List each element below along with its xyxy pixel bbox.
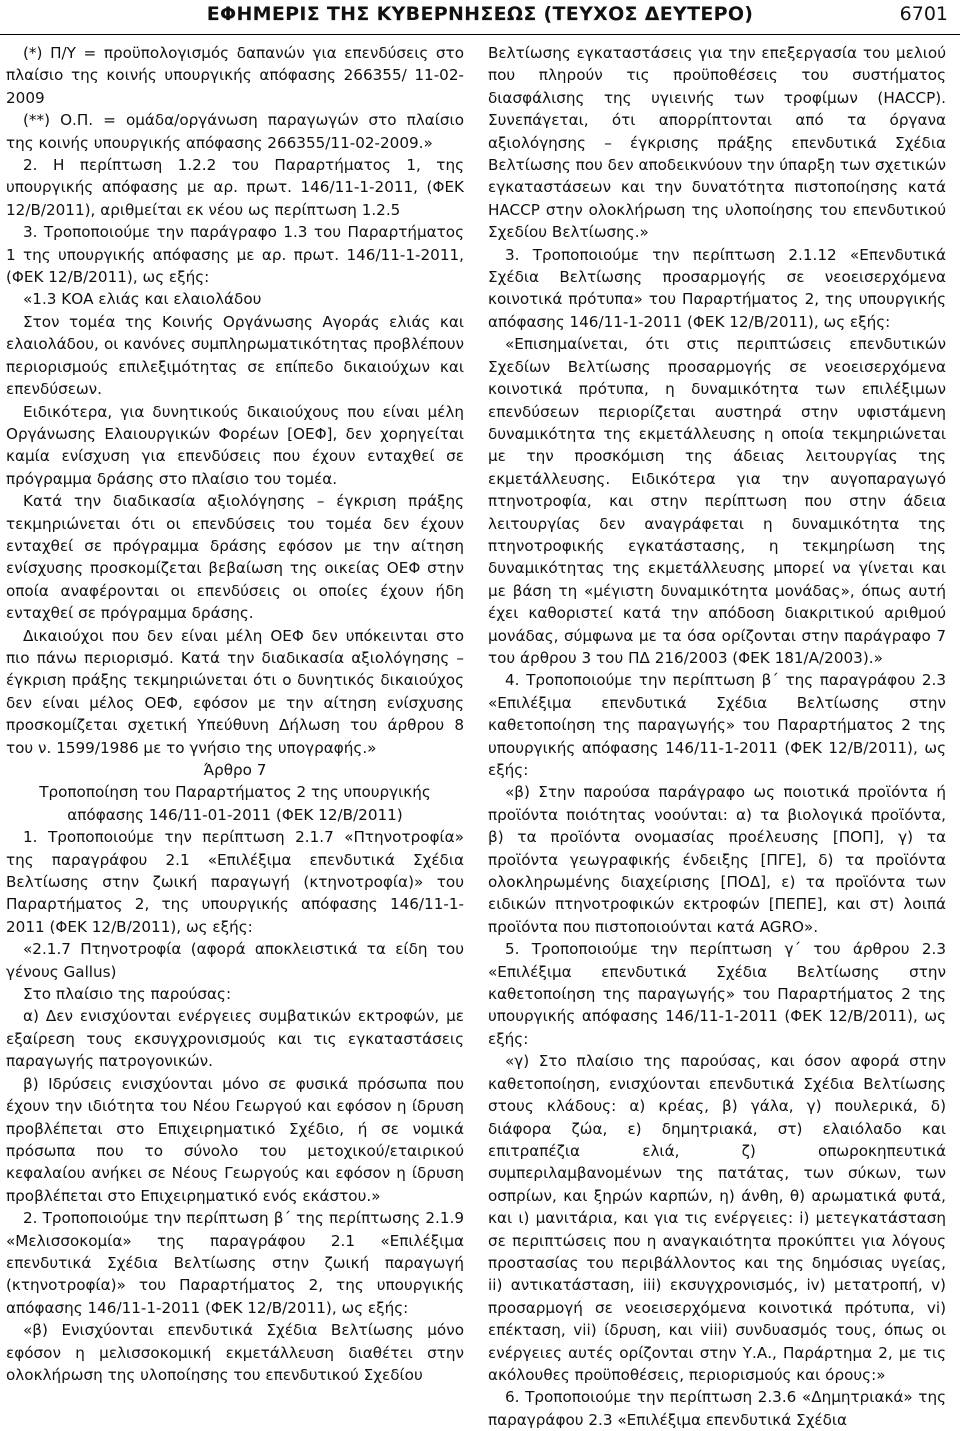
- paragraph: 2. Η περίπτωση 1.2.2 του Παραρτήματος 1, της υπουργικής απόφασης με αρ. πρωτ. 146/11-1-2011, (ΦΕΚ 12/Β/2011), αριθμείται εκ νέου ως περίπτωση 1.2.5: [6, 156, 464, 219]
- paragraph: 6. Τροποποιούμε την περίπτωση 2.3.6 «Δημητριακά» της παραγράφου 2.3 «Επιλέξιμα επενδυτικά Σχέδια: [488, 1388, 946, 1429]
- paragraph: «β) Στην παρούσα παράγραφο ως ποιοτικά προϊόντα ή προϊόντα ποιότητας νοούνται: α) τα βιολογικά προϊόντα, β) τα προϊόντα ονομασίας προέλευσης [ΠΟΠ], γ) τα προϊόντα γεωγραφικής ένδειξης [ΠΓΕ], δ) τα προϊόντα ολοκληρωμένης διαχείρισης [ΠΟΔ], ε) τα προϊόντα των ειδικών πτηνοτροφικών εκτροφών [ΠΕΠΕ], και στ) λοιπά προϊόντα που πιστοποιούνται κατά AGRO».: [488, 783, 946, 936]
- paragraph: (**) Ο.Π. = ομάδα/οργάνωση παραγωγών στο πλαίσιο της κοινής υπουργικής απόφασης 266355/11-02-2009.»: [6, 111, 464, 152]
- paragraph: 5. Τροποποιούμε την περίπτωση γ΄ του άρθρου 2.3 «Επιλέξιμα επενδυτικά Σχέδια Βελτίωσης στην καθετοποίηση της παραγωγής» του Παραρτήματος 2 της υπουργικής απόφασης 146/11-1-2011 (ΦΕΚ 12/Β/2011), ως εξής:: [488, 940, 946, 1048]
- paragraph: Βελτίωσης εγκαταστάσεις για την επεξεργασία του μελιού που πληρούν τις προϋποθέσεις του συστήματος διασφάλισης της υγιεινής των τροφίμων (HACCP). Συνεπάγεται, ότι απορρίπτονται από τα όργανα αξιολόγησης – έγκρισης πράξης επενδυτικά Σχέδια Βελτίωσης που δεν αποδεικνύουν την ύπαρξη των σχετικών εγκαταστάσεων και την δυνατότητα πιστοποίησης κατά HACCP στην ολοκλήρωση της υλοποίησης του επενδυτικού Σχεδίου Βελτίωσης.»: [488, 44, 946, 242]
- paragraph: β) Ιδρύσεις ενισχύονται μόνο σε φυσικά πρόσωπα που έχουν την ιδιότητα του Νέου Γεωργού και εφόσον η ίδρυση προβλέπεται στο Επιχειρηματικό Σχέδιο, ή σε νομικά πρόσωπα που το σύνολο του μετοχικού/εταιρικού κεφαλαίου ανήκει σε Νέους Γεωργούς και εφόσον η ίδρυση προβλέπεται στο Επιχειρηματικό ενός εκάστου.»: [6, 1074, 464, 1205]
- paragraph: «γ) Στο πλαίσιο της παρούσας, και όσον αφορά στην καθετοποίηση, ενισχύονται επενδυτικά Σχέδια Βελτίωσης στους κλάδους: α) κρέας, β) γάλα, γ) πουλερικά, δ) διάφορα ζώα, ε) δημητριακά, στ) ελαιόλαδο και επιτραπέζια ελιά, ζ) οπωροκηπευτικά συμπεριλαμβανομένων της πατάτας, των σύκων, των οσπρίων, και ξηρών καρπών, η) άνθη, θ) αρωματικά φυτά, και ι) μανιτάρια, και για τις ενέργειες: i) μετεγκατάσταση σε περιπτώσεις που η αναγκαιότητα προκύπτει για λόγους προστασίας του περιβάλλοντος και της δημόσιας υγείας, ii) αντικατάσταση, iii) εκσυγχρονισμός, iv) μετατροπή, v) προσαρμογή σε νεοεισερχόμενα κοινοτικά πρότυπα, vi) επέκταση, vii) ίδρυση, και viii) συνδυασμός τους, όπως οι ενέργειες αυτές ορίζονται στην Υ.Α., Παράρτημα 2, με τις ακόλουθες προϋποθέσεις, περιορισμούς και όρους:»: [488, 1052, 946, 1384]
- paragraph: «β) Ενισχύονται επενδυτικά Σχέδια Βελτίωσης μόνο εφόσον η μελισσοκομική εκμετάλλευση διαθέτει στην ολοκλήρωση της υλοποίησης του επενδυτικού Σχεδίου: [6, 1321, 464, 1384]
- paragraph: 2. Τροποποιούμε την περίπτωση β΄ της περίπτωσης 2.1.9 «Μελισσοκομία» της παραγράφου 2.1 «Επιλέξιμα επενδυτικά Σχέδια Βελτίωσης στην ζωική παραγωγή (κτηνοτροφία)» του Παραρτήματος 2, της υπουργικής απόφασης 146/11-1-2011 (ΦΕΚ 12/Β/2011), ως εξής:: [6, 1209, 464, 1317]
- paragraph: Ειδικότερα, για δυνητικούς δικαιούχους που είναι μέλη Οργάνωσης Ελαιουργικών Φορέων [ΟΕΦ], δεν χορηγείται καμία ενίσχυση για επενδύσεις που έχουν ενταχθεί σε πρόγραμμα δράσης στο πλαίσιο του τομέα.: [6, 402, 464, 488]
- gazette-title: ΕΦΗΜΕΡΙΣ ΤΗΣ ΚΥΒΕΡΝΗΣΕΩΣ (ΤΕΥΧΟΣ ΔΕΥΤΕΡΟ): [206, 3, 754, 25]
- paragraph: «1.3 ΚΟΑ ελιάς και ελαιολάδου: [23, 290, 262, 309]
- paragraph: Στο πλαίσιο της παρούσας:: [23, 985, 232, 1004]
- paragraph: 1. Τροποποιούμε την περίπτωση 2.1.7 «Πτηνοτροφία» της παραγράφου 2.1 «Επιλέξιμα επενδυτικά Σχέδια Βελτίωσης στην ζωική παραγωγή (κτηνοτροφία)» του Παραρτήματος 2, της υπουργικής απόφασης 146/11-1-2011 (ΦΕΚ 12/Β/2011), ως εξής:: [6, 828, 464, 936]
- page-header: [0, 0, 960, 35]
- paragraph: Στον τομέα της Κοινής Οργάνωσης Αγοράς ελιάς και ελαιολάδου, οι κανόνες συμπληρωματικότητας προβλέπουν περιορισμούς επιλεξιμότητας σε επίπεδο δικαιούχων και επενδύσεων.: [6, 312, 464, 399]
- page-number: 6701: [899, 3, 948, 25]
- paragraph: 3. Τροποποιούμε την παράγραφο 1.3 του Παραρτήματος 1 της υπουργικής απόφασης με αρ. πρωτ. 146/11-1-2011, (ΦΕΚ 12/Β/2011), ως εξής:: [6, 223, 464, 287]
- paragraph: 3. Τροποποιούμε την περίπτωση 2.1.12 «Επενδυτικά Σχέδια Βελτίωσης προσαρμογής σε νεοεισερχόμενα κοινοτικά πρότυπα» του Παραρτήματος 2, της υπουργικής απόφασης 146/11-1-2011 (ΦΕΚ 12/Β/2011), ως εξής:: [488, 245, 946, 331]
- paragraph: Κατά την διαδικασία αξιολόγησης – έγκριση πράξης τεκμηριώνεται ότι οι επενδύσεις του τομέα δεν έχουν ενταχθεί σε πρόγραμμα δράσης εφόσον με την αίτηση ενίσχυσης προσκομίζεται βεβαίωση της οικείας ΟΕΦ στην οποία αναφέρονται οι επενδύσεις οι οποίες έχουν ήδη ενταχθεί σε πρόγραμμα δράσης.: [6, 492, 464, 623]
- paragraph: 4. Τροποποιούμε την περίπτωση β΄ της παραγράφου 2.3 «Επιλέξιμα επενδυτικά Σχέδια Βελτίωσης στην καθετοποίηση της παραγωγής» του Παραρτήματος 2 της υπουργικής απόφασης 146/11-1-2011 (ΦΕΚ 12/Β/2011), ως εξής:: [488, 671, 946, 779]
- paragraph: Δικαιούχοι που δεν είναι μέλη ΟΕΦ δεν υπόκεινται στο πιο πάνω περιορισμό. Κατά την διαδικασία αξιολόγησης – έγκριση πράξης τεκμηριώνεται ότι ο δυνητικός δικαιούχος δεν είναι μέλος ΟΕΦ, εφόσον με την αίτηση ενίσχυσης προσκομίζεται σχετική Υπεύθυνη Δήλωση του άρθρου 8 του ν. 1599/1986 με το γνήσιο της υπογραφής.»: [6, 626, 464, 757]
- paragraph: Άρθρο 7: [203, 761, 267, 779]
- paragraph: (*) Π/Υ = προϋπολογισμός δαπανών για επενδύσεις στο πλαίσιο της κοινής υπουργικής απόφασης 266355/ 11-02-2009: [6, 44, 464, 107]
- right-column: [488, 42, 946, 1431]
- paragraph: Τροποποίηση του Παραρτήματος 2 της υπουργικής απόφασης 146/11-01-2011 (ΦΕΚ 12/Β/2011): [39, 783, 431, 824]
- paragraph: «Επισημαίνεται, ότι στις περιπτώσεις επενδυτικών Σχεδίων Βελτίωσης προσαρμογής σε νεοεισερχόμενα κοινοτικά πρότυπα, η δυναμικότητα των επιλέξιμων επενδύσεων περιορίζεται αυστηρά στην υφιστάμενη δυναμικότητα της εκμετάλλευσης η οποία τεκμηριώνεται με την προσκόμιση της άδειας λειτουργίας της εκμετάλλευσης. Ειδικότερα για την αυγοπαραγωγό πτηνοτροφία, και στην περίπτωση που στην άδεια λειτουργίας δεν αναγράφεται η δυναμικότητα της πτηνοτροφικής εγκατάστασης, η τεκμηρίωση της δυναμικότητας της εκμετάλλευσης μπορεί να γίνεται και με βάση τη «μέγιστη δυναμικότητα μονάδας», όπως αυτή έχει καθοριστεί κατά την απόδοση διακριτικού αριθμού μονάδας, σύμφωνα με τα όσα ορίζονται στην παράγραφο 7 του άρθρου 3 του ΠΔ 216/2003 (ΦΕΚ 181/Α/2003).»: [488, 335, 946, 667]
- paragraph: α) Δεν ενισχύονται ενέργειες συμβατικών εκτροφών, με εξαίρεση τους εκσυγχρονισμούς και τις εγκαταστάσεις παραγωγής πατρογονικών.: [6, 1007, 464, 1071]
- left-column: [6, 42, 464, 1386]
- paragraph: «2.1.7 Πτηνοτροφία (αφορά αποκλειστικά τα είδη του γένους Gallus): [6, 940, 464, 981]
